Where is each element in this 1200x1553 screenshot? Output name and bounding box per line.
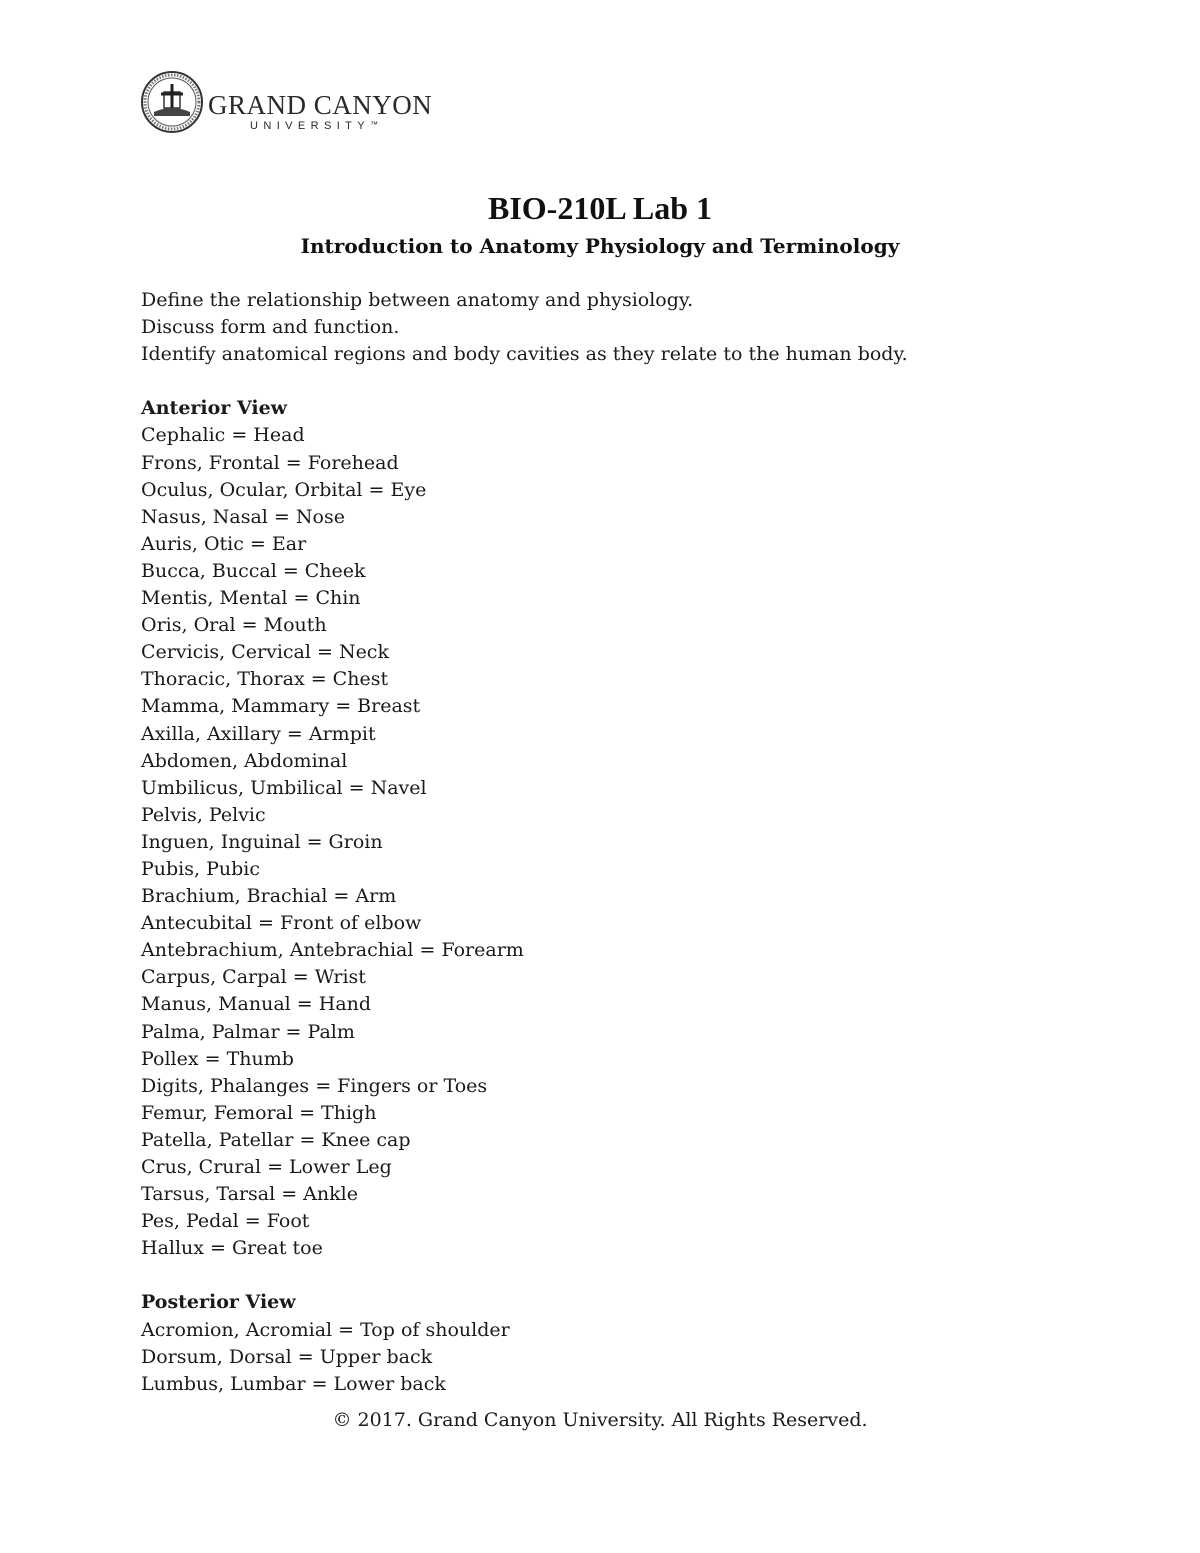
section-heading-posterior: Posterior View bbox=[141, 1291, 296, 1314]
objectives-list bbox=[141, 287, 1041, 368]
objective-item: Discuss form and function. bbox=[141, 316, 400, 339]
term-item: Cephalic = Head bbox=[141, 424, 305, 447]
term-item: Antebrachium, Antebrachial = Forearm bbox=[141, 939, 524, 962]
term-item: Oculus, Ocular, Orbital = Eye bbox=[141, 478, 427, 501]
objective-item: Define the relationship between anatomy and physiology. bbox=[141, 289, 694, 311]
term-item: Oris, Oral = Mouth bbox=[141, 614, 327, 637]
anterior-view-section bbox=[141, 395, 1041, 1262]
term-item: Cervicis, Cervical = Neck bbox=[141, 641, 389, 664]
term-item: Digits, Phalanges = Fingers or Toes bbox=[141, 1074, 488, 1097]
term-item: Hallux = Great toe bbox=[141, 1237, 323, 1260]
term-item: Bucca, Buccal = Cheek bbox=[141, 559, 366, 582]
term-item: Frons, Frontal = Forehead bbox=[141, 451, 399, 474]
term-item: Abdomen, Abdominal bbox=[141, 749, 348, 772]
term-item: Inguen, Inguinal = Groin bbox=[141, 830, 383, 853]
logo-wordmark: GRAND CANYON bbox=[208, 90, 433, 120]
term-item: Carpus, Carpal = Wrist bbox=[141, 966, 366, 989]
university-seal-icon bbox=[140, 70, 204, 134]
term-item: Pelvis, Pelvic bbox=[141, 803, 266, 826]
document-body bbox=[141, 287, 1041, 1398]
term-item: Tarsus, Tarsal = Ankle bbox=[141, 1183, 358, 1206]
term-item: Umbilicus, Umbilical = Navel bbox=[141, 776, 427, 799]
university-logo bbox=[140, 70, 440, 134]
term-item: Nasus, Nasal = Nose bbox=[141, 505, 345, 528]
term-item: Axilla, Axillary = Armpit bbox=[141, 722, 376, 745]
term-item: Acromion, Acromial = Top of shoulder bbox=[141, 1318, 510, 1341]
term-item: Mamma, Mammary = Breast bbox=[141, 695, 421, 718]
term-item: Pes, Pedal = Foot bbox=[141, 1210, 310, 1233]
term-item: Mentis, Mental = Chin bbox=[141, 587, 361, 610]
term-item: Auris, Otic = Ear bbox=[141, 532, 307, 555]
term-item: Femur, Femoral = Thigh bbox=[141, 1101, 377, 1124]
term-item: Manus, Manual = Hand bbox=[141, 993, 372, 1016]
anterior-terms-list bbox=[141, 422, 1041, 1262]
term-item: Thoracic, Thorax = Chest bbox=[141, 668, 389, 691]
copyright-footer: © 2017. Grand Canyon University. All Rights Reserved. bbox=[332, 1409, 868, 1431]
term-item: Pubis, Pubic bbox=[141, 857, 260, 880]
term-item: Crus, Crural = Lower Leg bbox=[141, 1156, 392, 1178]
section-heading-anterior: Anterior View bbox=[141, 397, 288, 420]
term-item: Pollex = Thumb bbox=[141, 1047, 294, 1070]
term-item: Brachium, Brachial = Arm bbox=[141, 885, 397, 908]
page-subtitle: Introduction to Anatomy Physiology and Terminology bbox=[300, 234, 900, 258]
term-item: Lumbus, Lumbar = Lower back bbox=[141, 1372, 446, 1395]
page-title: BIO-210L Lab 1 bbox=[487, 190, 713, 226]
term-item: Palma, Palmar = Palm bbox=[141, 1020, 355, 1043]
term-item: Patella, Patellar = Knee cap bbox=[141, 1128, 411, 1151]
logo-subtitle: UNIVERSITY™ bbox=[250, 120, 379, 132]
term-item: Antecubital = Front of elbow bbox=[141, 912, 422, 935]
objective-item: Identify anatomical regions and body cavities as they relate to the human body. bbox=[141, 343, 908, 366]
posterior-view-section bbox=[141, 1289, 1041, 1397]
term-item: Dorsum, Dorsal = Upper back bbox=[141, 1345, 433, 1368]
posterior-terms-list bbox=[141, 1317, 1041, 1398]
